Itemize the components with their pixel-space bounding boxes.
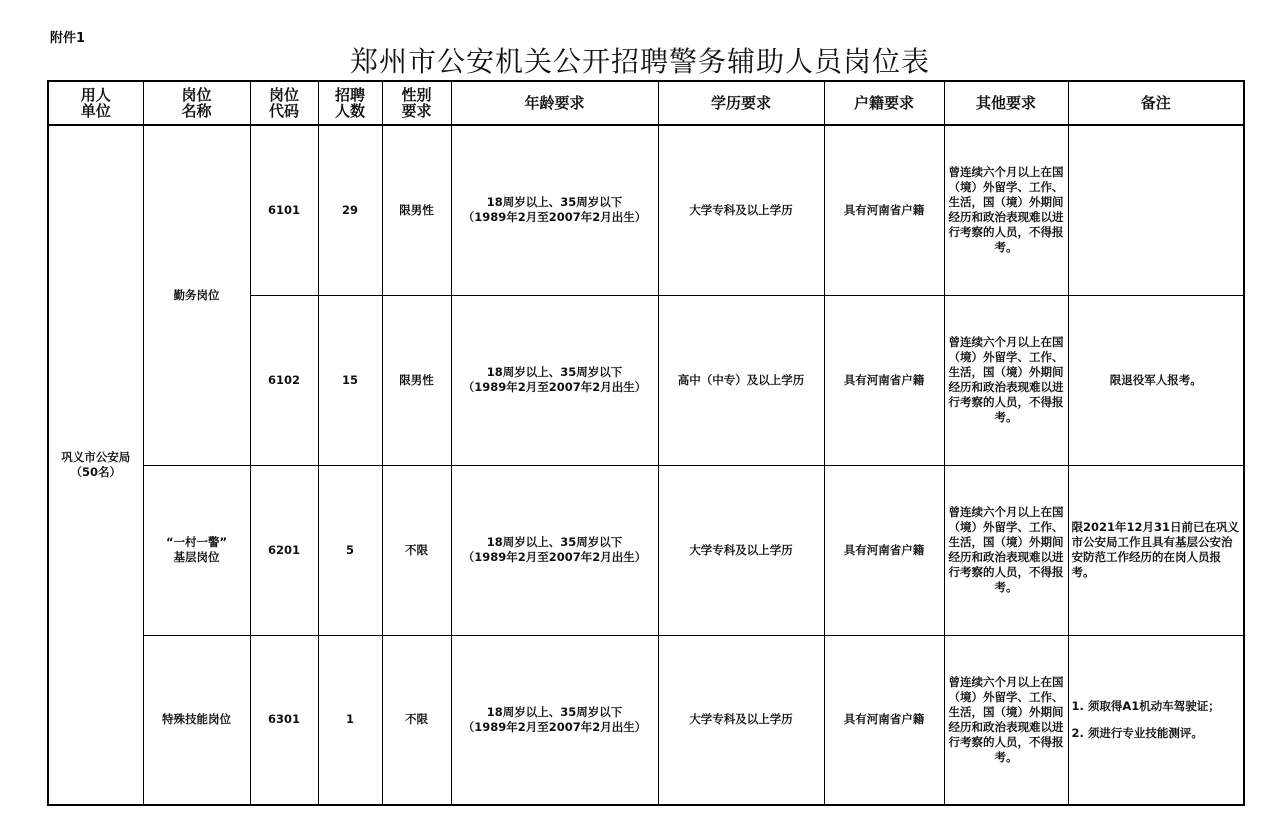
other-cell: 曾连续六个月以上在国（境）外留学、工作、生活，国（境）外期间经历和政治表现难以进行考察的人员，不得报考。 (944, 125, 1068, 295)
remark-cell (1068, 635, 1244, 805)
header-post-name: 岗位 名称 (143, 81, 250, 125)
age-cell: 18周岁以上、35周岁以下 （1989年2月至2007年2月出生） (451, 635, 658, 805)
age-cell: 18周岁以上、35周岁以下 （1989年2月至2007年2月出生） (451, 295, 658, 465)
hukou-cell: 具有河南省户籍 (824, 635, 944, 805)
header-count: 招聘 人数 (318, 81, 382, 125)
education-cell: 大学专科及以上学历 (658, 635, 824, 805)
remark-cell: 限2021年12月31日前已在巩义市公安局工作且具有基层公安治安防范工作经历的在岗人员报考。 (1068, 465, 1244, 635)
count-cell: 29 (318, 125, 382, 295)
remark-item: 1. 须取得A1机动车驾驶证； (1071, 698, 1220, 713)
count-cell: 1 (318, 635, 382, 805)
remark-cell: 限退役军人报考。 (1068, 295, 1244, 465)
remark-item: 2. 须进行专业技能测评。 (1071, 725, 1203, 740)
header-remark: 备注 (1068, 81, 1244, 125)
hukou-cell: 具有河南省户籍 (824, 295, 944, 465)
gender-cell: 限男性 (382, 295, 451, 465)
post-name-cell: 特殊技能岗位 (143, 635, 250, 805)
gender-cell: 不限 (382, 635, 451, 805)
education-cell: 大学专科及以上学历 (658, 465, 824, 635)
education-cell: 高中（中专）及以上学历 (658, 295, 824, 465)
header-education: 学历要求 (658, 81, 824, 125)
post-code-cell: 6201 (250, 465, 318, 635)
attachment-label: 附件1 (50, 31, 86, 46)
header-hukou: 户籍要求 (824, 81, 944, 125)
header-post-code: 岗位 代码 (250, 81, 318, 125)
table-header-row (48, 81, 1244, 125)
education-cell: 大学专科及以上学历 (658, 125, 824, 295)
other-cell: 曾连续六个月以上在国（境）外留学、工作、生活，国（境）外期间经历和政治表现难以进行考察的人员，不得报考。 (944, 635, 1068, 805)
post-code-cell: 6102 (250, 295, 318, 465)
recruitment-table (47, 80, 1245, 806)
unit-cell: 巩义市公安局 （50名） (48, 125, 143, 805)
table-row (48, 635, 1244, 805)
post-code-cell: 6301 (250, 635, 318, 805)
post-name-cell: 勤务岗位 (143, 125, 250, 465)
other-cell: 曾连续六个月以上在国（境）外留学、工作、生活，国（境）外期间经历和政治表现难以进行考察的人员，不得报考。 (944, 295, 1068, 465)
count-cell: 5 (318, 465, 382, 635)
post-name-cell: “一村一警” 基层岗位 (143, 465, 250, 635)
age-cell: 18周岁以上、35周岁以下 （1989年2月至2007年2月出生） (451, 125, 658, 295)
gender-cell: 限男性 (382, 125, 451, 295)
post-code-cell: 6101 (250, 125, 318, 295)
other-cell: 曾连续六个月以上在国（境）外留学、工作、生活，国（境）外期间经历和政治表现难以进行考察的人员，不得报考。 (944, 465, 1068, 635)
header-age: 年龄要求 (451, 81, 658, 125)
gender-cell: 不限 (382, 465, 451, 635)
header-gender: 性别 要求 (382, 81, 451, 125)
hukou-cell: 具有河南省户籍 (824, 125, 944, 295)
table-row (48, 125, 1244, 295)
header-other: 其他要求 (944, 81, 1068, 125)
page-title: 郑州市公安机关公开招聘警务辅助人员岗位表 (349, 45, 930, 78)
table-row (48, 465, 1244, 635)
age-cell: 18周岁以上、35周岁以下 （1989年2月至2007年2月出生） (451, 465, 658, 635)
remark-cell (1068, 125, 1244, 295)
count-cell: 15 (318, 295, 382, 465)
header-unit: 用人 单位 (48, 81, 143, 125)
hukou-cell: 具有河南省户籍 (824, 465, 944, 635)
